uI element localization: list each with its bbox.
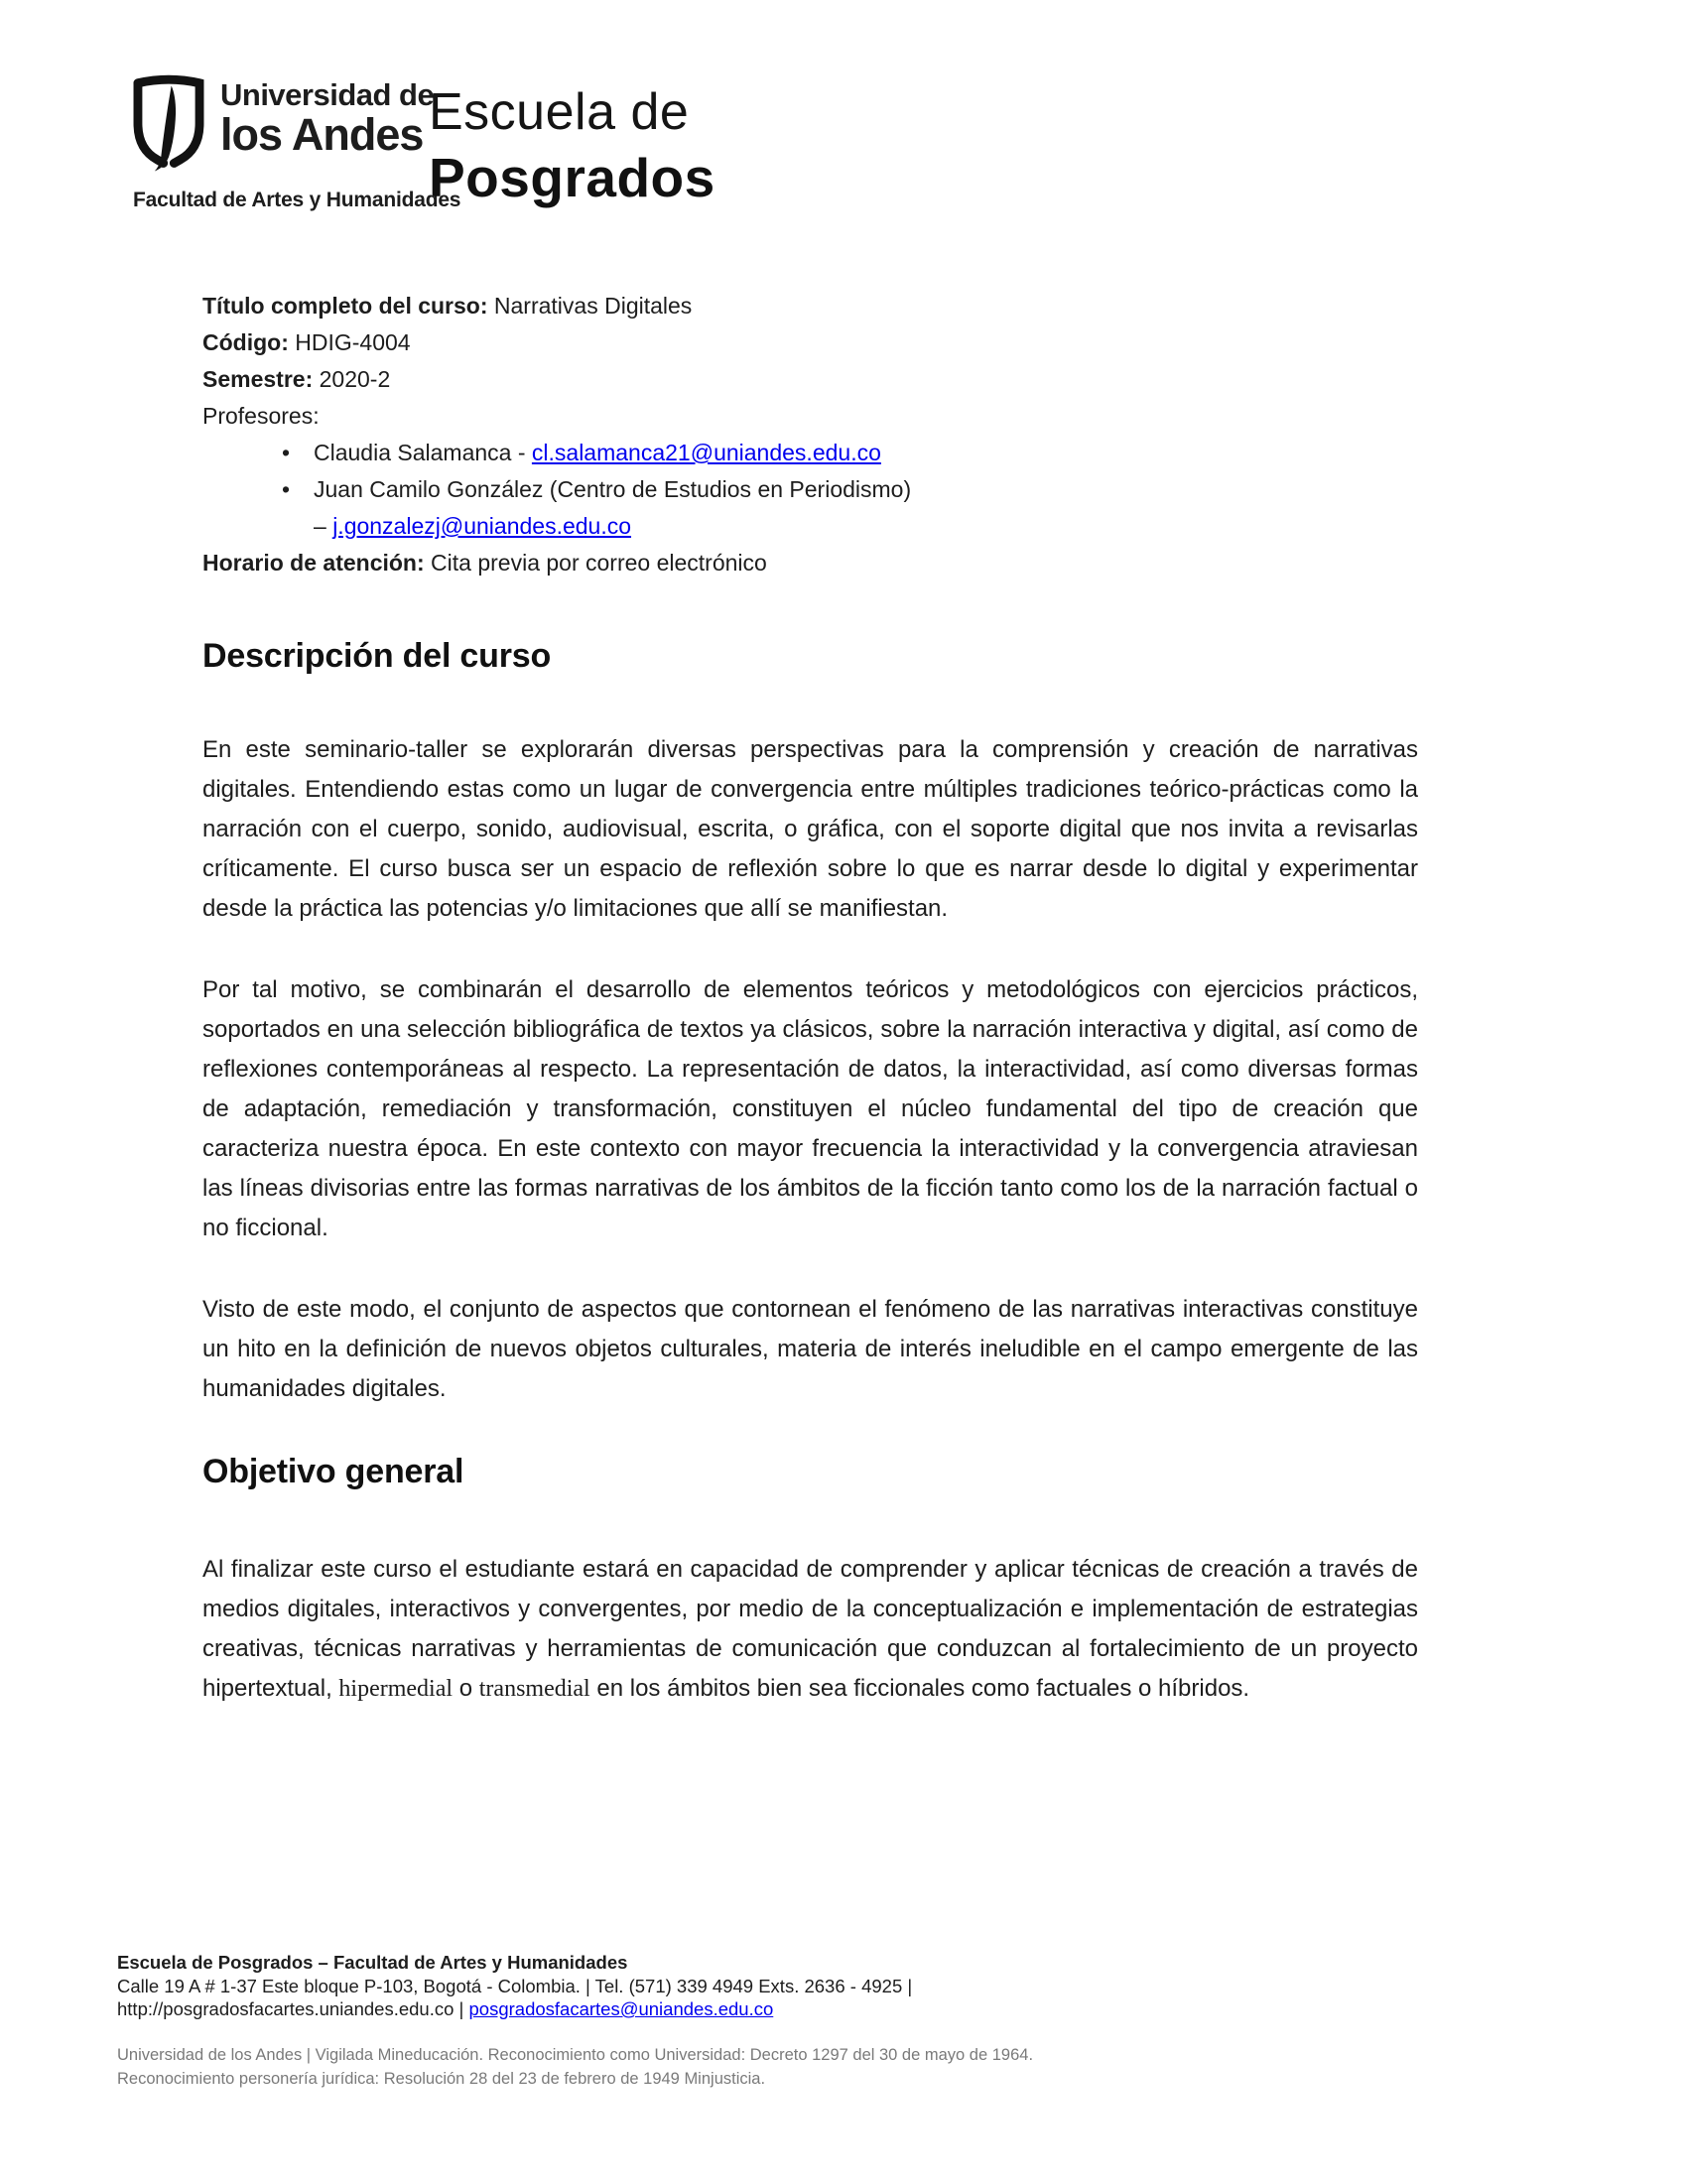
- header: [129, 73, 460, 212]
- professor1-email-link[interactable]: cl.salamanca21@uniandes.edu.co: [531, 440, 881, 465]
- professor1-name: Claudia Salamanca -: [314, 440, 526, 465]
- office-hours-value: Cita previa por correo electrónico: [431, 550, 767, 576]
- course-semester-value: 2020-2: [319, 366, 391, 392]
- uniandes-logo: [129, 73, 460, 175]
- footer-legal-line2: Reconocimiento personería jurídica: Resolución 28 del 23 de febrero de 1949 Minjusticia.: [117, 2069, 766, 2088]
- course-code-label: Código:: [202, 329, 289, 355]
- footer-separator: |: [458, 1998, 464, 2019]
- professor2: [314, 471, 1443, 545]
- section-heading-objetivo: Objetivo general: [202, 1453, 464, 1490]
- professor-list-item: [202, 471, 1443, 545]
- objective-term-hipermedial: hipermedial: [338, 1676, 454, 1702]
- uniandes-shield-icon: [129, 73, 208, 175]
- professor-list-item: [202, 435, 1443, 471]
- course-title-label: Título completo del curso:: [202, 293, 488, 319]
- objective-text-mid: o: [458, 1675, 473, 1702]
- footer-legal: [117, 2043, 1556, 2091]
- footer-website: http://posgradosfacartes.uniandes.edu.co: [117, 1998, 454, 2019]
- professors-label-line: [202, 398, 1443, 435]
- footer-email-link[interactable]: posgradosfacartes@uniandes.edu.co: [468, 1998, 774, 2019]
- footer: [117, 1951, 1556, 2091]
- bullet-icon: •: [282, 476, 291, 502]
- course-info: [202, 288, 1443, 581]
- school-name-line2: Posgrados: [429, 147, 715, 208]
- footer-org-line: Escuela de Posgrados – Facultad de Artes y Humanidades: [117, 1952, 628, 1973]
- description-paragraph-1: En este seminario-taller se explorarán diversas perspectivas para la comprensión y creación de narrativas digitales. Entendiendo estas como un lugar de convergencia entre múltiples tradiciones teórico-prácticas como la narración con el cuerpo, sonido, audiovisual, escrita, o gráfica, con el soporte digital que nos invita a revisarlas críticamente. El curso busca ser un espacio de reflexión sobre lo que es narrar desde lo digital y experimentar desde la práctica las potencias y/o limitaciones que allí se manifiestan.: [202, 736, 1418, 922]
- course-title-value: Narrativas Digitales: [493, 293, 693, 319]
- faculty-name: Facultad de Artes y Humanidades: [133, 189, 461, 211]
- description-paragraph-2: Por tal motivo, se combinarán el desarrollo de elementos teóricos y metodológicos con ejercicios prácticos, soportados en una selección bibliográfica de textos ya clásicos, sobre la narración interactiva y digital, así como de reflexiones contemporáneas al respecto. La representación de datos, la interactividad, así como diversas formas de adaptación, remediación y transformación, constituyen el núcleo fundamental del tipo de creación que caracteriza nuestra época. En este contexto con mayor frecuencia la interactividad y la convergencia atraviesan las líneas divisorias entre las formas narrativas de los ámbitos de la ficción tanto como los de la narración factual o no ficcional.: [202, 976, 1418, 1241]
- professor2-email-link[interactable]: j.gonzalezj@uniandes.edu.co: [332, 513, 632, 539]
- professor2-dash: –: [314, 513, 326, 539]
- footer-address-line: Calle 19 A # 1-37 Este bloque P-103, Bogotá - Colombia. | Tel. (571) 339 4949 Exts. 2636 - 4925 |: [117, 1975, 913, 1996]
- objective-paragraph: [202, 1550, 1418, 1709]
- bullet-icon: •: [282, 440, 291, 465]
- course-semester-label: Semestre:: [202, 366, 314, 392]
- professor2-name: Juan Camilo González (Centro de Estudios en Periodismo): [314, 476, 912, 502]
- main-content: [202, 635, 1418, 1750]
- university-name-line2: los Andes: [220, 109, 424, 160]
- university-name-line1: Universidad de: [220, 77, 435, 112]
- university-name: [220, 79, 434, 158]
- school-name: [429, 79, 715, 210]
- section-heading-descripcion: Descripción del curso: [202, 637, 552, 675]
- office-hours-label: Horario de atención:: [202, 550, 425, 576]
- professors-label: Profesores:: [202, 403, 320, 429]
- objective-term-transmedial: transmedial: [478, 1676, 590, 1702]
- office-hours-line: [202, 545, 1443, 581]
- course-title-line: [202, 288, 1443, 324]
- course-code-line: [202, 324, 1443, 361]
- description-paragraph-3: Visto de este modo, el conjunto de aspectos que contornean el fenómeno de las narrativas interactivas constituye un hito en la definición de nuevos objetos culturales, materia de interés ineludible en el campo emergente de las humanidades digitales.: [202, 1296, 1418, 1402]
- course-code-value: HDIG-4004: [295, 329, 411, 355]
- objective-text-start: Al finalizar este curso el estudiante estará en capacidad de comprender y aplicar técnicas de creación a través de medios digitales, interactivos y convergentes, por medio de la conceptualización e implementación de estrategias creativas, técnicas narrativas y herramientas de comunicación que conduzcan al fortalecimiento de un proyecto hipertextual,: [202, 1556, 1418, 1702]
- footer-legal-line1: Universidad de los Andes | Vigilada Mineducación. Reconocimiento como Universidad: Decreto 1297 del 30 de mayo de 1964.: [117, 2045, 1034, 2064]
- course-semester-line: [202, 361, 1443, 398]
- footer-contact-line: [117, 1997, 1556, 2021]
- professor1: [314, 435, 1443, 471]
- school-name-line1: Escuela de: [429, 83, 690, 141]
- objective-text-end: en los ámbitos bien sea ficcionales como factuales o híbridos.: [596, 1675, 1250, 1702]
